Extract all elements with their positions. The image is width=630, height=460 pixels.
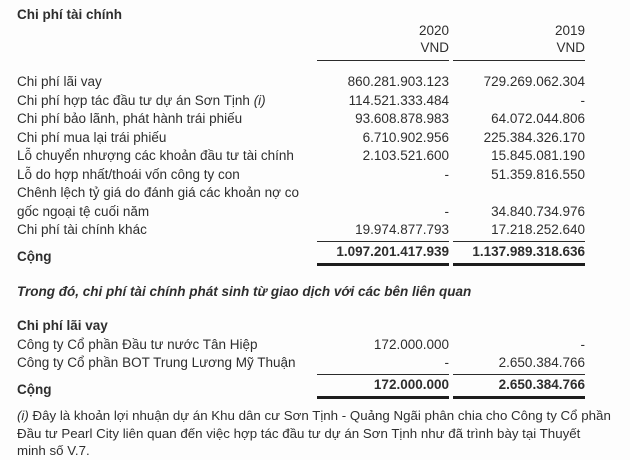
value-2020: 2.103.521.600 <box>362 148 449 163</box>
value-2020: 172.000.000 <box>373 336 449 352</box>
value-2019: 15.845.081.190 <box>491 148 585 163</box>
table-row-guarantee-bond-issuance <box>17 110 585 129</box>
column-header-2019 <box>453 23 585 61</box>
footnote-text: Đây là khoản lợi nhuận dự án Khu dân cư Sơn Tịnh - Quảng Ngãi phân chia cho Công ty Cổ phần Đầu tư Pearl City liên quan đến việc hợp tác đầu tư dự án Sơn Tịnh như đã trình bày tại Thuyết minh số V.7. <box>17 408 611 458</box>
value-2020: 19.974.877.793 <box>355 222 449 237</box>
column-header-2020 <box>317 23 449 61</box>
value-2020: 860.281.903.123 <box>347 74 449 89</box>
value-2019: 51.359.816.550 <box>491 166 585 182</box>
row-label-line-2: gốc ngoại tệ cuối năm <box>17 203 150 219</box>
row-label-line-1: Chênh lệch tỷ giá do đánh giá các khoản nợ co <box>17 185 300 200</box>
financial-expenses-table <box>17 23 585 266</box>
year-label-2020: 2020 <box>418 23 449 38</box>
value-2019: 2.650.384.766 <box>498 355 585 370</box>
value-2019: 225.384.326.170 <box>483 129 585 145</box>
row-label: Lỗ do hợp nhất/thoái vốn công ty con <box>17 166 240 182</box>
value-2019: - <box>580 92 585 108</box>
table-row-bot-trung-luong-my-thuan <box>17 354 585 373</box>
total-row <box>17 241 585 267</box>
row-label: Chi phí mua lại trái phiếu <box>17 129 167 145</box>
total-row <box>17 374 585 400</box>
total-value-2019: 2.650.384.766 <box>453 374 585 400</box>
related-party-table <box>17 317 585 399</box>
footnote-marker: (i) <box>17 408 29 423</box>
table-row-consolidation-divestment-loss <box>17 166 585 185</box>
table-body <box>17 336 585 400</box>
total-label: Cộng <box>17 381 52 397</box>
row-label: Lỗ chuyển nhượng các khoản đầu tư tài chính <box>17 148 294 163</box>
table-row-son-tinh-cooperation <box>17 92 585 111</box>
footnote <box>17 407 612 460</box>
value-2019: 64.072.044.806 <box>491 111 585 126</box>
footnote-reference: (i) <box>253 92 266 108</box>
row-label <box>17 184 317 221</box>
table-header <box>17 23 585 61</box>
section-title: Chi phí tài chính <box>17 7 122 22</box>
value-2019: 729.269.062.304 <box>483 74 585 89</box>
row-label <box>17 92 317 111</box>
value-2020: - <box>444 166 449 182</box>
interest-expense-subheading: Chi phí lãi vay <box>17 318 108 333</box>
row-label: Chi phí bảo lãnh, phát hành trái phiếu <box>17 111 243 126</box>
total-value-2019: 1.137.989.318.636 <box>453 241 585 267</box>
table-row-interest-expense <box>17 73 585 92</box>
unit-label-2019: VND <box>556 39 585 55</box>
value-2019: 17.218.252.640 <box>491 222 585 237</box>
row-label: Chi phí tài chính khác <box>17 222 147 237</box>
row-label: Công ty Cổ phần Đầu tư nước Tân Hiệp <box>17 336 258 352</box>
table-row-investment-transfer-loss <box>17 147 585 166</box>
unit-label-2020: VND <box>420 39 449 55</box>
table-row-tan-hiep <box>17 336 585 355</box>
value-2020: - <box>444 355 449 370</box>
value-2020: 114.521.333.484 <box>348 92 449 108</box>
total-value-2020: 1.097.201.417.939 <box>317 241 449 267</box>
row-label: Chi phí lãi vay <box>17 74 102 89</box>
total-value-2020: 172.000.000 <box>317 374 449 400</box>
total-label: Cộng <box>17 248 52 264</box>
table-row-exchange-rate-difference <box>17 184 585 221</box>
year-label-2019: 2019 <box>554 23 585 38</box>
table-body <box>17 73 585 266</box>
value-2019: 34.840.734.976 <box>491 203 585 219</box>
value-2020: 93.608.878.983 <box>355 111 449 126</box>
value-2020: - <box>444 203 449 219</box>
row-label: Công ty Cổ phần BOT Trung Lương Mỹ Thuận <box>17 355 296 370</box>
table-row-bond-repurchase <box>17 129 585 148</box>
row-label-text: Chi phí hợp tác đầu tư dự án Sơn Tịnh <box>17 92 250 108</box>
value-2019: - <box>580 336 585 352</box>
table-row-other-financial-expenses <box>17 221 585 240</box>
value-2020: 6.710.902.956 <box>362 129 449 145</box>
related-party-heading: Trong đó, chi phí tài chính phát sinh từ giao dịch với các bên liên quan <box>17 284 472 299</box>
